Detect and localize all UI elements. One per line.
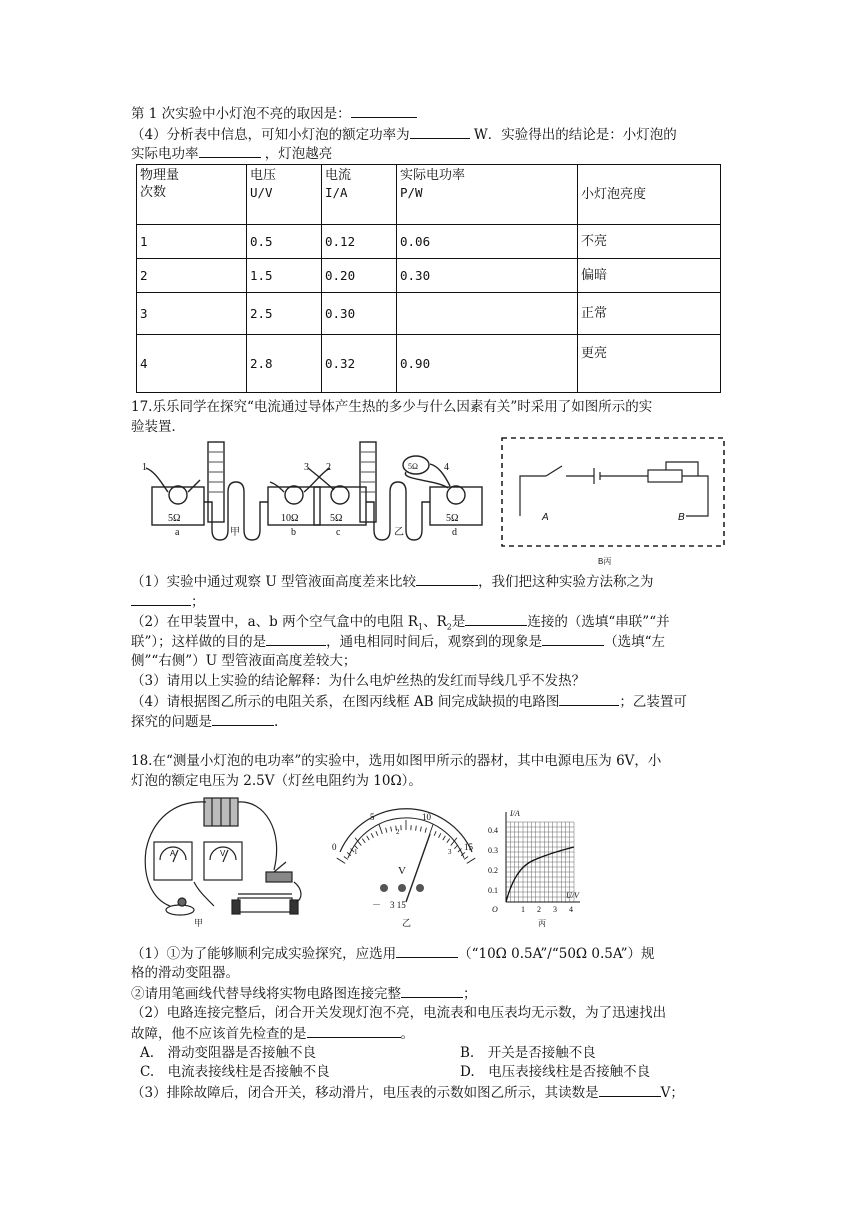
meter-letter: V xyxy=(220,849,226,858)
bing-circuit xyxy=(520,462,708,516)
x-tick: 2 xyxy=(537,905,541,914)
resistor-coil-icon xyxy=(447,486,465,504)
resistor-coil-icon xyxy=(331,486,349,504)
dial-tick xyxy=(376,831,378,836)
terminal-icon xyxy=(398,884,406,892)
table-cell: 0.20 xyxy=(322,259,397,293)
terminal-label: 1 xyxy=(142,462,147,473)
table-cell: 1.5 xyxy=(247,259,322,293)
y-tick: 0.4 xyxy=(488,826,498,835)
resistor-label: 5Ω xyxy=(446,513,459,524)
q18-figure xyxy=(134,790,584,930)
q18-p1-line1: （1）①为了能够顺利完成实验探究，应选用 （“10Ω 0.5A”/“50Ω 0.5A”）规 xyxy=(131,946,655,962)
resistor-label: 5Ω xyxy=(330,513,343,524)
q17-p2-line2: 联”）；这样做的目的是 ，通电相同时间后，观察到的现象是 （选填“左 xyxy=(131,634,666,650)
header-cell: 电压 U/V xyxy=(247,165,322,225)
q17-figure xyxy=(138,432,738,570)
scale-label: 10 xyxy=(422,812,431,822)
origin-label: O xyxy=(492,905,498,914)
y-axis-label: I/A xyxy=(510,809,520,818)
resistor-label: 10Ω xyxy=(281,513,299,524)
terminal-label: 2 xyxy=(326,462,331,473)
option-c[interactable]: C. 电流表接线柱是否接触不良 xyxy=(140,1064,330,1080)
x-tick: 1 xyxy=(521,905,525,914)
dial-tick xyxy=(355,838,361,846)
table-cell: 4 xyxy=(137,335,247,393)
resistor-label: 5Ω xyxy=(408,462,418,471)
bulb-base-icon xyxy=(166,905,194,915)
dial-tick xyxy=(416,826,417,831)
table-cell: 0.06 xyxy=(397,225,578,259)
q17-stem-line2: 验装置． xyxy=(131,419,185,435)
answer-blank[interactable] xyxy=(131,592,191,606)
q17-p1-line1: （1）实验中通过观察 U 型管液面高度差来比较 ，我们把这种实验方法称之为 xyxy=(131,574,654,590)
scale-small-label: 1 xyxy=(354,848,358,856)
scale-small-label: 2 xyxy=(396,828,400,836)
rheostat-icon xyxy=(648,470,682,482)
q17-p1-line2: ； xyxy=(131,592,205,611)
resistor-coil-icon xyxy=(169,486,187,504)
table-cell: 2 xyxy=(137,259,247,293)
option-d[interactable]: D. 电压表接线柱是否接触不良 xyxy=(460,1064,651,1080)
table-row xyxy=(137,259,721,293)
bulb-icon xyxy=(178,898,186,906)
dial-tick xyxy=(451,838,457,846)
dial-tick xyxy=(439,833,441,837)
table-cell: 2.5 xyxy=(247,293,322,335)
table-cell: 0.5 xyxy=(247,225,322,259)
dial-tick xyxy=(337,858,345,863)
q16-line2: （4）分析表中信息，可知小灯泡的额定功率为 W．实验得出的结论是：小灯泡的 xyxy=(131,127,677,143)
terminal-label: 3 xyxy=(304,462,309,473)
dial-tick xyxy=(467,858,475,863)
x-axis-label: U/V xyxy=(566,891,579,900)
q16-line3: 实际电功率 ，灯泡越亮 xyxy=(131,146,333,162)
switch-icon xyxy=(546,466,562,476)
table-cell: 0.30 xyxy=(397,259,578,293)
answer-blank[interactable] xyxy=(307,1024,401,1038)
table-row xyxy=(137,335,721,393)
box-label: c xyxy=(336,527,341,538)
figure-label-jia: 甲 xyxy=(194,918,204,928)
terminal-labels: － 3 15 xyxy=(372,900,406,910)
header-cell: 电流 I/A xyxy=(322,165,397,225)
answer-blank[interactable] xyxy=(199,144,261,158)
box-label: b xyxy=(291,527,296,538)
q17-p2-line3: 侧”“右侧”）U 型管液面高度差较大； xyxy=(131,653,357,669)
q18-stem-line1: 18.在“测量小灯泡的电功率”的实验中，选用如图甲所示的器材，其中电源电压为 6V，小 xyxy=(131,753,662,769)
answer-blank[interactable] xyxy=(410,125,470,139)
dial-tick xyxy=(386,828,387,833)
dial-tick xyxy=(425,828,426,833)
scale-label: 0 xyxy=(332,842,337,852)
table-cell-empty[interactable] xyxy=(397,293,578,335)
table-cell: 0.32 xyxy=(322,335,397,393)
q17-p4-line1: （4）请根据图乙所示的电阻关系，在图丙线框 AB 间完成缺损的电路图 ；乙装置可 xyxy=(131,694,687,710)
dial-tick xyxy=(391,827,392,832)
q18-p2-line1: （2）电路连接完整后，闭合开关发现灯泡不亮，电流表和电压表均无示数，为了迅速找出 xyxy=(131,1005,667,1021)
table-cell: 不亮 xyxy=(578,225,721,259)
bing-dashed-box xyxy=(502,438,724,546)
table-cell: 3 xyxy=(137,293,247,335)
terminal-label: 4 xyxy=(444,462,449,473)
table-cell: 0.90 xyxy=(397,335,578,393)
rheostat-icon xyxy=(238,898,292,912)
table-row xyxy=(137,293,721,335)
header-cell: 物理量 次数 xyxy=(137,165,247,225)
figure-label-jia: 甲 xyxy=(230,527,240,538)
box-label: a xyxy=(175,527,180,538)
scale-label: 15 xyxy=(464,842,473,852)
q17-p2-line1: （2）在甲装置中，a、b 两个空气盒中的电阻 $R_1$、$R_2$是 连接的（选填“串联”“并 xyxy=(131,614,670,632)
answer-blank[interactable] xyxy=(599,1083,661,1097)
resistor-label: 5Ω xyxy=(168,513,181,524)
yi-voltmeter-dial xyxy=(332,809,475,928)
y-tick: 0.3 xyxy=(488,846,498,855)
x-tick: 3 xyxy=(553,905,557,914)
point-label: B xyxy=(678,512,685,523)
scale-small-label: 3 xyxy=(448,848,452,856)
dial-tick xyxy=(464,856,468,859)
q17-stem-line1: 17.乐乐同学在探究“电流通过导体产生热的多少与什么因素有关”时采用了如图所示的实 xyxy=(131,399,653,415)
answer-blank[interactable] xyxy=(559,692,619,706)
voltmeter-letter: V xyxy=(398,865,406,877)
q18-p1-line2: 格的滑动变阻器。 xyxy=(131,965,239,981)
header-cell: 小灯泡亮度 xyxy=(578,165,721,225)
dial-tick xyxy=(371,833,373,837)
data-table xyxy=(136,164,721,393)
y-tick: 0.2 xyxy=(488,866,498,875)
point-label: A xyxy=(542,512,549,523)
answer-blank[interactable] xyxy=(212,712,274,726)
dial-tick xyxy=(430,825,433,834)
q18-p1-line3: ②请用笔画线代替导线将实物电路图连接完整 ； xyxy=(131,986,477,1002)
meter-letter: A xyxy=(170,849,176,858)
answer-blank[interactable] xyxy=(542,632,604,646)
switch-icon xyxy=(266,872,292,882)
q18-p2-line2: 故障，他不应该首先检查的是 。 xyxy=(131,1026,414,1042)
yi-apparatus xyxy=(308,442,482,540)
table-cell: 更亮 xyxy=(578,335,721,393)
dial-tick xyxy=(454,845,457,849)
q18-p3: （3）排除故障后，闭合开关，移动滑片，电压表的示数如图乙所示，其读数是 V； xyxy=(131,1085,684,1101)
table-cell: 正常 xyxy=(578,293,721,335)
bing-iu-graph xyxy=(488,809,580,928)
answer-blank[interactable] xyxy=(351,104,417,118)
graph-grid xyxy=(506,822,574,902)
table-row xyxy=(137,225,721,259)
resistor-coil-icon xyxy=(285,486,303,504)
q16-line1: 第 1 次实验中小灯泡不亮的取因是： xyxy=(131,104,417,123)
dial-tick xyxy=(367,836,370,840)
figure-label-bing: 丙 xyxy=(538,919,546,928)
answer-blank[interactable] xyxy=(401,984,463,998)
figure-label-yi: 乙 xyxy=(402,918,412,928)
dial-tick xyxy=(362,839,365,843)
dial-tick xyxy=(344,856,348,859)
q17-p3: （3）请用以上实验的结论解释：为什么电炉丝热的发红而导线几乎不发热？ xyxy=(131,673,586,689)
answer-blank[interactable] xyxy=(396,944,458,958)
dial-tick xyxy=(420,827,421,832)
option-b[interactable]: B. 开关是否接触不良 xyxy=(460,1045,596,1061)
figure-caption-bing: B丙 xyxy=(598,557,612,566)
table-cell: 偏暗 xyxy=(578,259,721,293)
dial-tick xyxy=(447,839,450,843)
needle-icon xyxy=(406,834,430,902)
table-cell: 2.8 xyxy=(247,335,322,393)
table-header-row xyxy=(137,165,721,225)
table-cell: 0.30 xyxy=(322,293,397,335)
q17-p4-line2: 探究的问题是 . xyxy=(131,714,279,730)
y-tick: 0.1 xyxy=(488,886,498,895)
dial-tick xyxy=(443,836,446,840)
terminal-icon xyxy=(416,884,424,892)
option-a[interactable]: A. 滑动变阻器是否接触不良 xyxy=(140,1045,317,1061)
box-label: d xyxy=(452,527,457,538)
answer-blank[interactable] xyxy=(266,632,326,646)
terminal-icon xyxy=(380,884,388,892)
answer-blank[interactable] xyxy=(465,612,527,626)
dial-tick xyxy=(379,825,382,834)
header-cell: 实际电功率 P/W xyxy=(397,165,578,225)
jia-apparatus xyxy=(146,442,330,540)
table-cell: 0.12 xyxy=(322,225,397,259)
figure-label-yi: 乙 xyxy=(394,527,404,538)
answer-blank[interactable] xyxy=(416,572,478,586)
x-tick: 4 xyxy=(569,905,573,914)
scale-label: 5 xyxy=(370,812,375,822)
q18-stem-line2: 灯泡的额定电压为 2.5V（灯丝电阻约为 10Ω）。 xyxy=(131,773,422,789)
dial-tick xyxy=(434,831,436,836)
table-cell: 1 xyxy=(137,225,247,259)
